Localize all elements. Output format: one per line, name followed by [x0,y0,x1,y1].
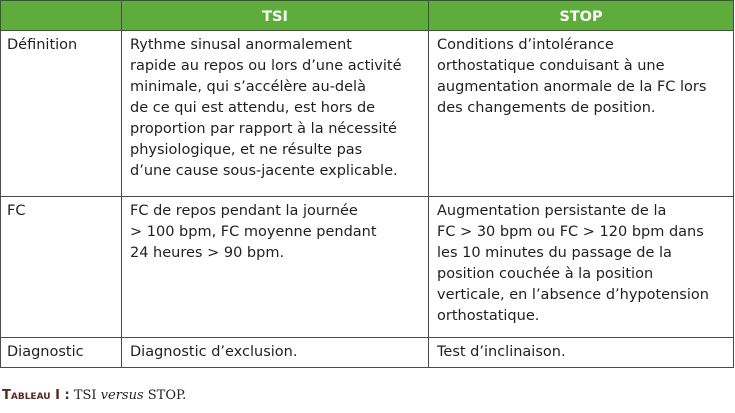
cell-stop [429,31,734,197]
cell-line: verticale, en l’absence d’hypotension [437,287,709,303]
table-row-definition [1,31,734,197]
header-corner-cell [1,1,122,31]
cell-line: physiologique, et ne résulte pas [130,142,363,158]
cell-line: les 10 minutes du passage de la [437,245,672,261]
cell-line: > 100 bpm, FC moyenne pendant [130,224,377,240]
cell-line: d’une cause sous-jacente explicable. [130,163,398,179]
cell-line: orthostatique conduisant à une [437,58,665,74]
cell-line: Rythme sinusal anormalement [130,37,352,53]
table-row-fc [1,197,734,338]
cell-line: rapide au repos ou lors d’une activité [130,58,402,74]
cell-line: des changements de position. [437,100,656,116]
cell-line: augmentation anormale de la FC lors [437,79,707,95]
cell-tsi [122,31,429,197]
table-row-diagnostic [1,338,734,368]
row-label: Définition [1,31,122,197]
caption-text-start: TSI [73,388,97,403]
cell-line: Test d’inclinaison. [437,344,566,360]
cell-line: Conditions d’intolérance [437,37,614,53]
row-label: FC [1,197,122,338]
cell-line: Diagnostic d’exclusion. [130,344,298,360]
cell-tsi [122,338,429,368]
cell-line: Augmentation persistante de la [437,203,667,219]
cell-line: de ce qui est attendu, est hors de [130,100,376,116]
cell-line: orthostatique. [437,308,540,324]
table-header-row [1,1,734,31]
cell-line: FC > 30 bpm ou FC > 120 bpm dans [437,224,704,240]
cell-line: position couchée à la position [437,266,654,282]
caption-text-italic: versus [100,388,144,403]
table-caption [2,388,186,403]
cell-line: minimale, qui s’accélère au-delà [130,79,366,95]
cell-stop [429,197,734,338]
row-label: Diagnostic [1,338,122,368]
cell-line: proportion par rapport à la nécessité [130,121,397,137]
header-tsi: TSI [122,1,429,31]
cell-line: FC de repos pendant la journée [130,203,358,219]
header-stop: STOP [429,1,734,31]
cell-stop [429,338,734,368]
caption-label: Tableau I : [2,388,70,403]
cell-tsi [122,197,429,338]
cell-line: 24 heures > 90 bpm. [130,245,285,261]
caption-text-end: STOP. [147,388,187,403]
